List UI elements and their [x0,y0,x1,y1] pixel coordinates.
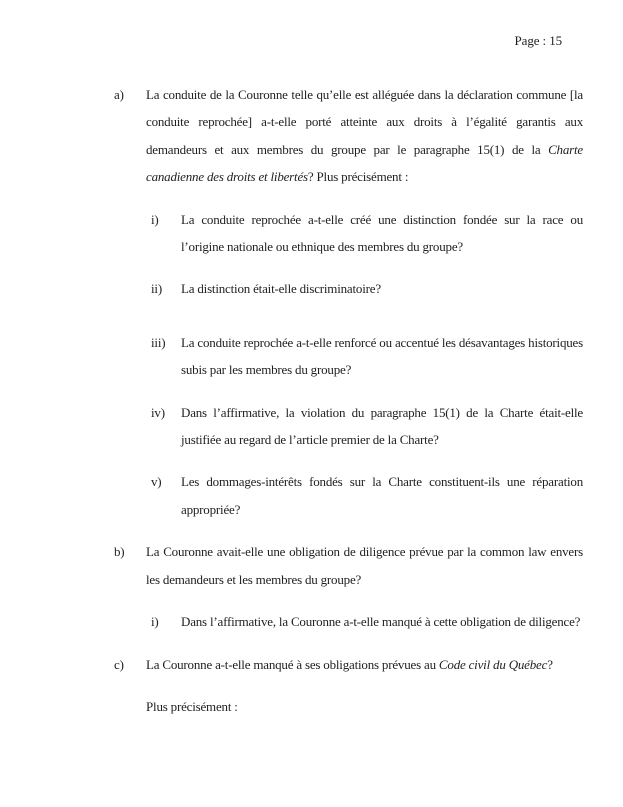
document-body [114,81,583,720]
text-run: ? Plus précisément : [307,169,409,185]
question-text-c-intro [146,693,583,720]
question-item-a-iv [151,399,583,454]
text-run: Dans l’affirmative, la Couronne a-t-elle manqué à cette obligation de diligence? [181,614,581,630]
question-text-a-ii [181,275,583,302]
question-item-a-iii [151,329,583,384]
text-run: Les dommages-intérêts fondés sur la Charte constituent-ils une réparation appropriée? [181,474,583,517]
question-item-c-intro [114,693,583,720]
italic-citation-charte: Charte canadienne des droits et libertés [146,141,583,185]
text-run: ? [547,656,553,672]
text-run: Plus précisément : [146,698,238,714]
list-marker-b-i: i) [151,614,159,630]
question-item-c [114,651,583,678]
question-item-b [114,538,583,593]
list-marker-iv: iv) [151,404,165,420]
list-marker-b: b) [114,544,125,560]
list-marker-c: c) [114,656,124,672]
question-item-b-i [151,608,583,635]
question-item-a-ii [151,275,583,302]
question-text-a-v [181,468,583,523]
question-text-c [146,651,583,678]
question-text-b-i [181,608,583,635]
question-text-a-i [181,206,583,261]
text-run: Dans l’affirmative, la violation du paragraphe 15(1) de la Charte était-elle justifiée au regard de l’article premier de la Charte? [181,404,583,448]
question-text-a-iv [181,399,583,454]
question-item-a-i [151,206,583,261]
question-item-a-v [151,468,583,523]
page-number: Page : 15 [514,33,562,48]
question-text-b [146,538,583,593]
question-text-a-iii [181,329,583,384]
question-text-a [146,81,583,191]
list-marker-ii: ii) [151,281,162,297]
text-run: La conduite reprochée a-t-elle renforcé ou accentué les désavantages historiques subis par les membres du groupe? [181,334,583,378]
text-run: La conduite reprochée a-t-elle créé une distinction fondée sur la race ou l’origine nationale ou ethnique des membres du groupe? [181,211,583,255]
text-run: La conduite de la Couronne telle qu’elle est alléguée dans la déclaration commune [la conduite reprochée] a-t-elle porté atteinte aux droits à l’égalité garantis aux demandeurs et aux membres du groupe par le paragraphe 15(1) de la [146,87,583,157]
text-run: La Couronne a-t-elle manqué à ses obligations prévues au [146,656,439,672]
list-marker-v: v) [151,474,162,490]
italic-citation-code-civil: Code civil du Québec [438,656,548,672]
list-marker-a: a) [114,87,124,102]
text-run: La distinction était-elle discriminatoire? [181,281,381,297]
question-item-a [114,81,583,191]
list-marker-i: i) [151,211,159,227]
text-run: La Couronne avait-elle une obligation de diligence prévue par la common law envers les demandeurs et les membres du groupe? [146,544,583,587]
list-marker-iii: iii) [151,334,166,350]
